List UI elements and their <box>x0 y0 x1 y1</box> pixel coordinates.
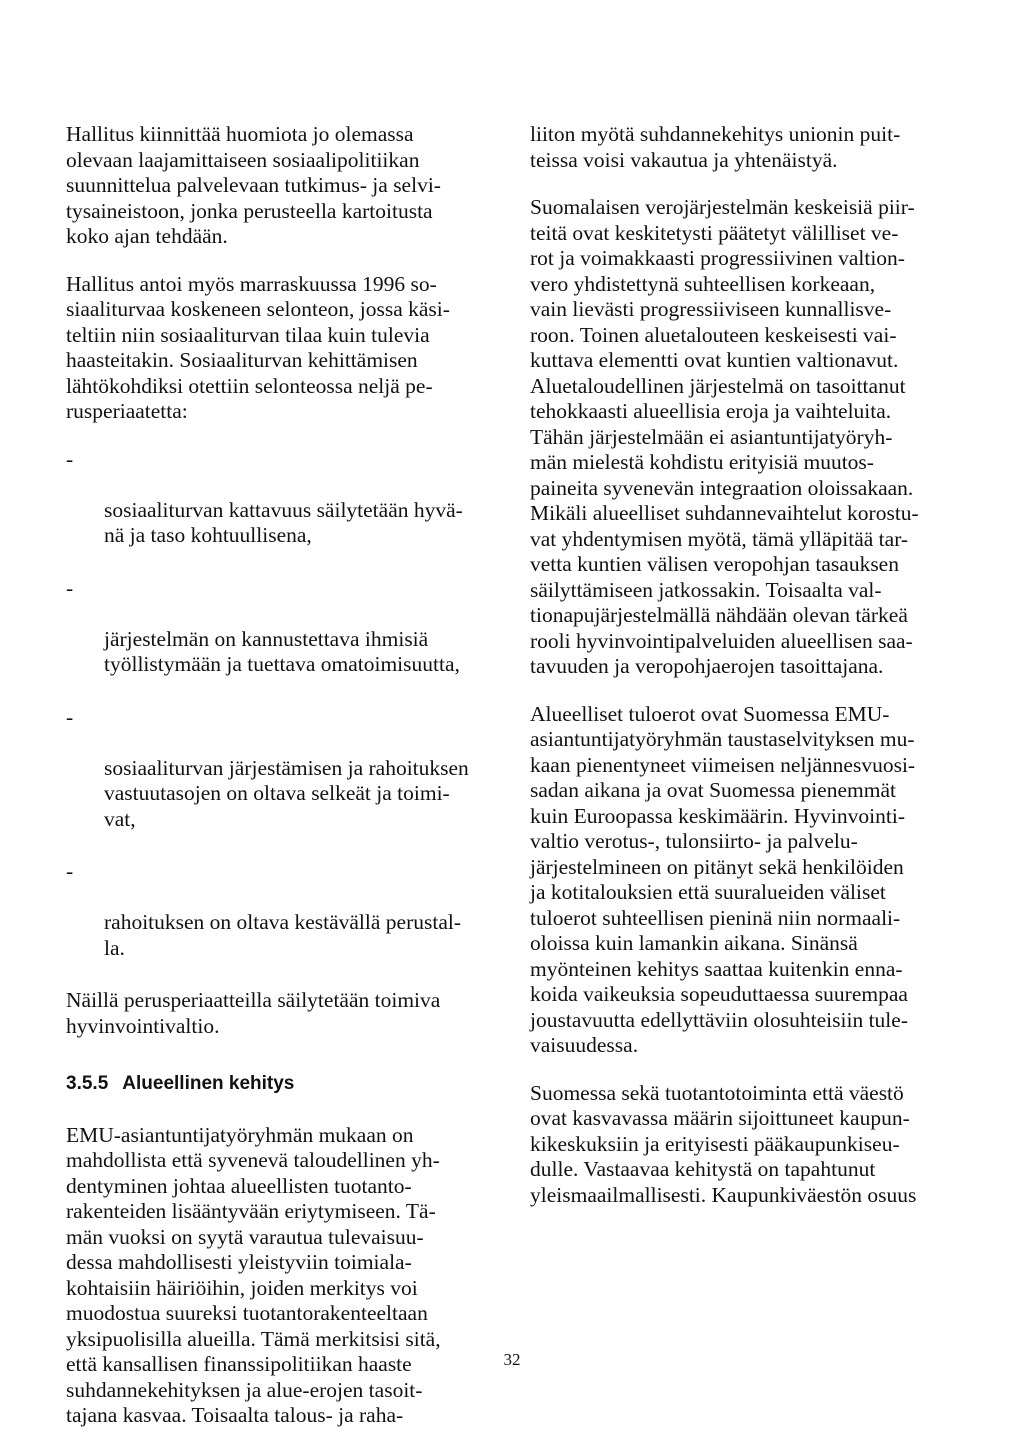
list-item <box>66 576 498 678</box>
bullet-dash: - <box>66 575 74 600</box>
paragraph-urbanisation: Suomessa sekä tuotantotoiminta että väestö ovat kasvavassa määrin sijoittuneet kaupun- kikeskuksiin ja erityisesti pääkaupunkiseu- dulle. Vastaavaa kehitystä on tapahtunut yleismaailmallisesti. Kaupunkiväestön osuus <box>530 1080 917 1207</box>
list-item <box>66 447 498 549</box>
section-number: 3.5.5 <box>66 1073 109 1094</box>
paragraph-research-data: Hallitus kiinnittää huomiota jo olemassa olevaan laajamittaiseen sosiaalipolitiikan suunnittelua palvelevaan tutkimus- ja selvi- tysaineistoon, jonka perusteella kartoitusta koko ajan tehdään. <box>66 122 441 248</box>
right-column <box>530 122 966 1230</box>
list-item-text: sosiaaliturvan järjestämisen ja rahoituksen vastuutasojen on oltava selkeät ja toimi- vat, <box>104 755 469 831</box>
left-column <box>66 122 498 1451</box>
section-heading <box>66 1071 498 1097</box>
principles-list <box>66 447 498 962</box>
paragraph-union-stability: liiton myötä suhdannekehitys unionin puit- teissa voisi vakautua ja yhtenäistyä. <box>530 122 901 172</box>
bullet-dash: - <box>66 446 74 471</box>
page-number: 32 <box>503 1350 521 1369</box>
paragraph-emu-regional: EMU-asiantuntijatyöryhmän mukaan on mahdollista että syvenevä taloudellinen yh- dentyminen johtaa alueellisten tuotanto- rakenteiden lisääntyvään eriytymiseen. Tä- män vuoksi on syytä varautua tulevaisuu- dessa mahdollisesti yleistyviin toimiala- kohtaisiin häiriöihin, joiden merkitys voi muodostua suureksi tuotantorakenteeltaan yksipuolisilla alueilla. Tämä merkitsisi sitä, että kansallisen finanssipolitiikan haaste suhdannekehityksen ja alue-erojen tasoit- tajana kasvaa. Toisaalta talous- ja raha- <box>66 1122 441 1427</box>
section-title: Alueellinen kehitys <box>122 1073 295 1094</box>
list-item-text: sosiaaliturvan kattavuus säilytetään hyvä- nä ja taso kohtuullisena, <box>104 497 463 547</box>
paragraph-report-1996: Hallitus antoi myös marraskuussa 1996 so- siaaliturvaa koskeneen selonteon, jossa käsi- teltiin niin sosiaaliturvan tilaa kuin tulevia haasteitakin. Sosiaaliturvan kehittämisen lähtökohdiksi otettiin selonteossa neljä pe- rusperiaatetta: <box>66 271 450 423</box>
list-item-text: järjestelmän on kannustettava ihmisiä työllistymään ja tuettava omatoimisuutta, <box>104 626 460 676</box>
paragraph-tax-system: Suomalaisen verojärjestelmän keskeisiä piir- teitä ovat keskitetysti päätetyt välilliset ve- rot ja voimakkaasti progressiivinen valtion- vero yhdistettynä suhteellisen korkeaan, vain lievästi progressiiviseen kunnallisve- roon. Toinen aluetalouteen keskeisesti vai- kuttava elementti ovat kuntien valtionavut. Aluetaloudellinen järjestelmä on tasoittanut tehokkaasti alueellisia eroja ja vaihteluita. Tähän järjestelmään ei asiantuntijatyöryh- män mielestä kohdistu erityisiä muutos- paineita syvenevän integraation oloissakaan. Mikäli alueelliset suhdannevaihtelut korostu- vat yhdentymisen myötä, tämä ylläpitää tar- vetta kuntien välisen veropohjan tasauksen säilyttämiseen jatkossakin. Toisaalta val- tionapujärjestelmällä nähdään olevan tärkeä rooli hyvinvointipalveluiden alueellisen saa- tavuuden ja veropohjaerojen tasoittajana. <box>530 195 919 678</box>
list-item <box>66 705 498 833</box>
list-item <box>66 859 498 961</box>
bullet-dash: - <box>66 704 74 729</box>
paragraph-income-differences: Alueelliset tuloerot ovat Suomessa EMU- asiantuntijatyöryhmän taustaselvityksen mu- kaan pienentyneet viimeisen neljännesvuosi- sadan aikana ja ovat Suomessa pienemmät kuin Euroopassa keskimäärin. Hyvinvointi- valtio verotus-, tulonsiirto- ja palvelu- järjestelmineen on pitänyt sekä henkilöiden ja kotitalouksien että suuralueiden väliset tuloerot suhteellisen pieninä niin normaali- oloissa kuin lamankin aikana. Sinänsä myönteinen kehitys saattaa kuitenkin enna- koida vaikeuksia sopeuduttaessa suurempaa joustavuutta edellyttäviin olosuhteisiin tule- vaisuudessa. <box>530 701 916 1057</box>
paragraph-welfare-state: Näillä perusperiaatteilla säilytetään toimiva hyvinvointivaltio. <box>66 988 441 1038</box>
bullet-dash: - <box>66 859 74 883</box>
list-item-text: rahoituksen on oltava kestävällä perustal- la. <box>104 910 462 960</box>
